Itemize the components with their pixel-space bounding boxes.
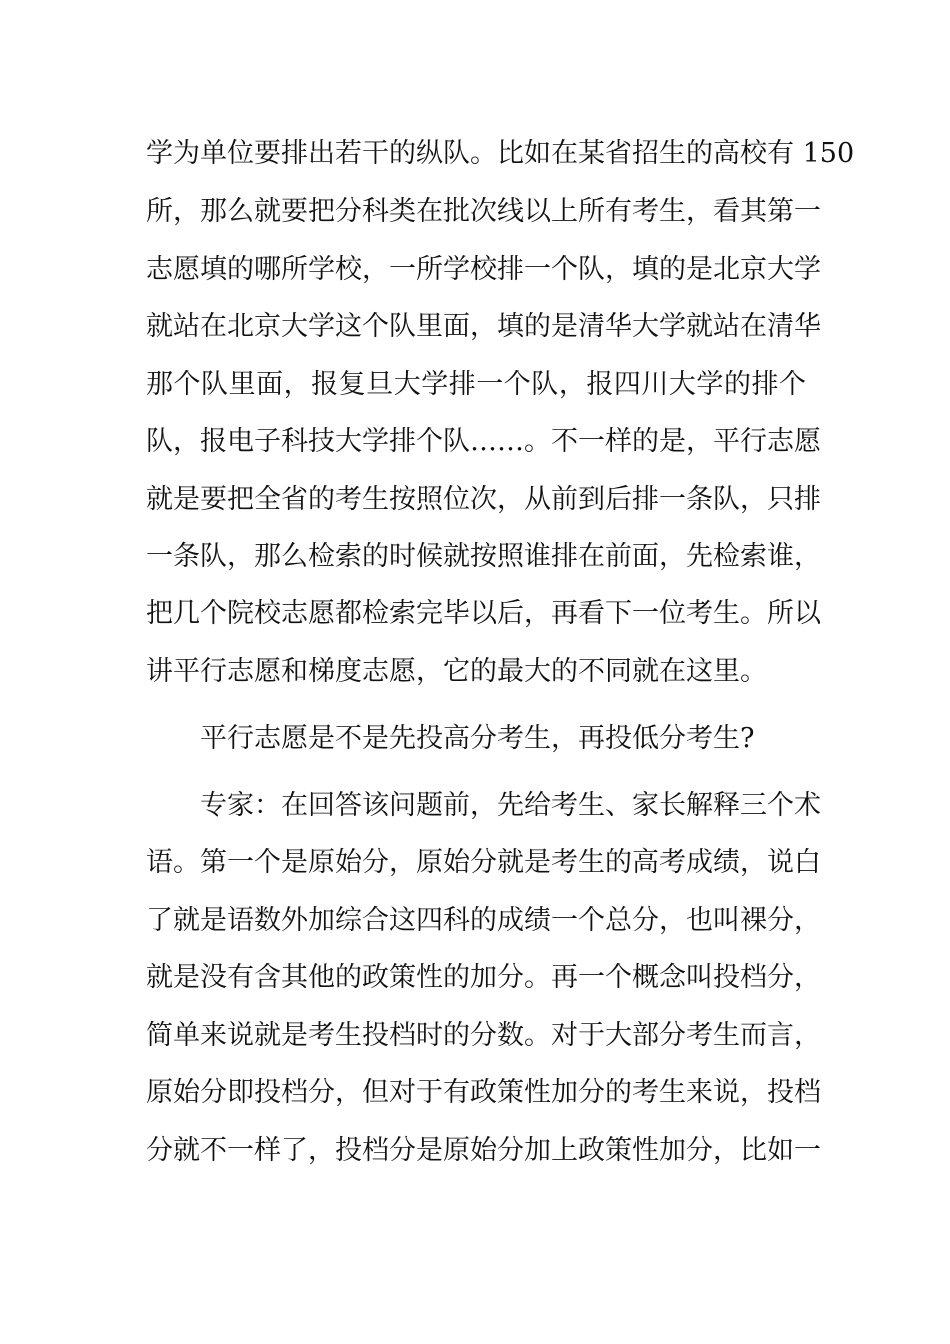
paragraph1-line-1: 学为单位要排出若干的纵队。比如在某省招生的高校有 150 [146, 138, 855, 169]
paragraph2-line-4: 就是没有含其他的政策性的加分。再一个概念叫投档分， [146, 962, 821, 993]
paragraph2-line-2: 语。第一个是原始分，原始分就是考生的高考成绩，说白 [146, 847, 821, 878]
paragraph1-line-6: 队，报电子科技大学排个队……。不一样的是，平行志愿 [146, 426, 821, 457]
paragraph1-line-8: 一条队，那么检索的时候就按照谁排在前面，先检索谁， [146, 541, 821, 572]
paragraph2-line-5: 简单来说就是考生投档时的分数。对于大部分考生而言， [146, 1020, 821, 1051]
paragraph2-line-3: 了就是语数外加综合这四科的成绩一个总分，也叫裸分， [146, 905, 821, 936]
paragraph1-line-2: 所，那么就要把分科类在批次线以上所有考生，看其第一 [146, 196, 821, 227]
paragraph1-line-4: 就站在北京大学这个队里面，填的是清华大学就站在清华 [146, 311, 821, 342]
paragraph1-line-3: 志愿填的哪所学校，一所学校排一个队，填的是北京大学 [146, 254, 821, 285]
paragraph1-line-7: 就是要把全省的考生按照位次，从前到后排一条队，只排 [146, 484, 821, 515]
paragraph1-line-5: 那个队里面，报复旦大学排一个队，报四川大学的排个 [146, 369, 806, 400]
paragraph2-line-6: 原始分即投档分，但对于有政策性加分的考生来说，投档 [146, 1077, 821, 1108]
paragraph1-line-10: 讲平行志愿和梯度志愿，它的最大的不同就在这里。 [146, 656, 767, 687]
paragraph2-line-1: 专家：在回答该问题前，先给考生、家长解释三个术 [200, 790, 821, 821]
paragraph1-line-9: 把几个院校志愿都检索完毕以后，再看下一位考生。所以 [146, 598, 821, 629]
question-heading: 平行志愿是不是先投高分考生，再投低分考生? [200, 723, 755, 754]
paragraph2-line-7: 分就不一样了，投档分是原始分加上政策性加分，比如一 [146, 1135, 821, 1166]
